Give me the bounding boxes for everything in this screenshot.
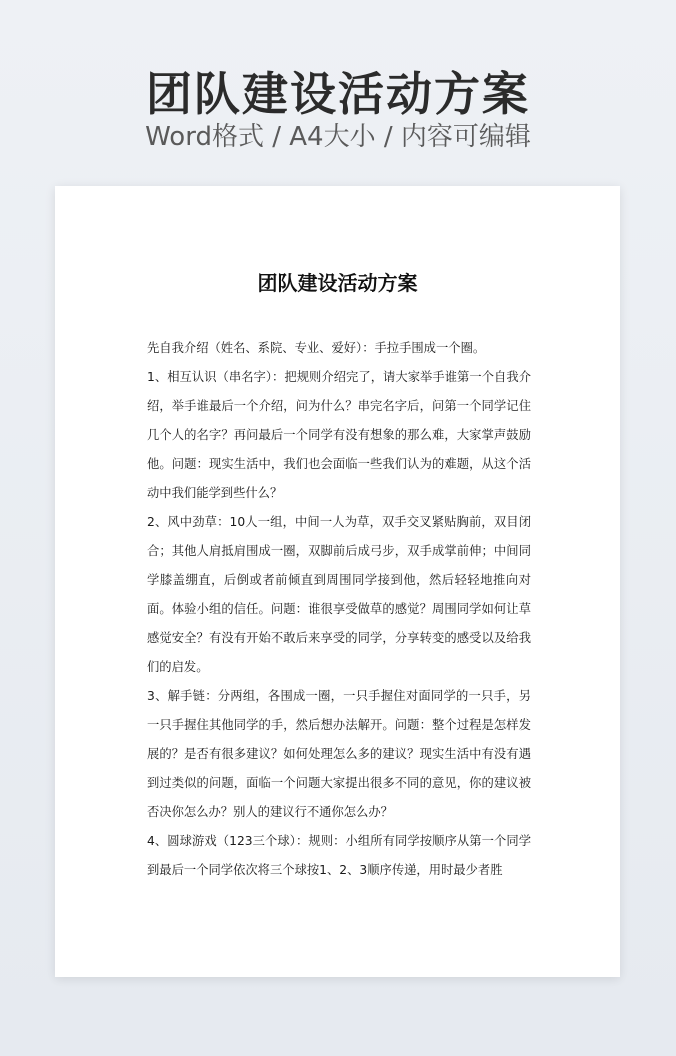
paragraph-2: 2、风中劲草：10人一组，中间一人为草，双手交叉紧贴胸前，双目闭合；其他人肩抵肩围成一圈，双脚前后成弓步，双手成掌前伸；中间同学膝盖绷直，后倒或者前倾直到周围同学接到他，然后轻轻地推向对面。体验小组的信任。问题：谁很享受做草的感觉？周围同学如何让草感觉安全？有没有开始不敢后来享受的同学，分享转变的感受以及给我们的启发。 xyxy=(147,515,531,674)
document-page xyxy=(55,186,620,977)
document-title: 团队建设活动方案 xyxy=(257,271,418,295)
paragraph-3: 3、解手链：分两组，各围成一圈，一只手握住对面同学的一只手，另一只手握住其他同学的手，然后想办法解开。问题：整个过程是怎样发展的？是否有很多建议？如何处理怎么多的建议？现实生活中有没有遇到过类似的问题，面临一个问题大家提出很多不同的意见，你的建议被否决你怎么办？别人的建议行不通你怎么办？ xyxy=(147,689,531,819)
paragraph-intro: 先自我介绍（姓名、系院、专业、爱好）：手拉手围成一个圈。 xyxy=(147,341,486,355)
paragraph-4: 4、圆球游戏（123三个球）：规则：小组所有同学按顺序从第一个同学到最后一个同学依次将三个球按1、2、3顺序传递，用时最少者胜 xyxy=(147,834,531,877)
document-body xyxy=(147,334,531,885)
banner-title: 团队建设活动方案 xyxy=(146,67,530,121)
paragraph-1: 1、相互认识（串名字）：把规则介绍完了，请大家举手谁第一个自我介绍，举手谁最后一个介绍，问为什么？串完名字后，问第一个同学记住几个人的名字？再问最后一个同学有没有想象的那么难，大家掌声鼓励他。问题：现实生活中，我们也会面临一些我们认为的难题，从这个活动中我们能学到些什么？ xyxy=(147,370,531,500)
banner-subtitle: Word格式 / A4大小 / 内容可编辑 xyxy=(145,122,531,152)
